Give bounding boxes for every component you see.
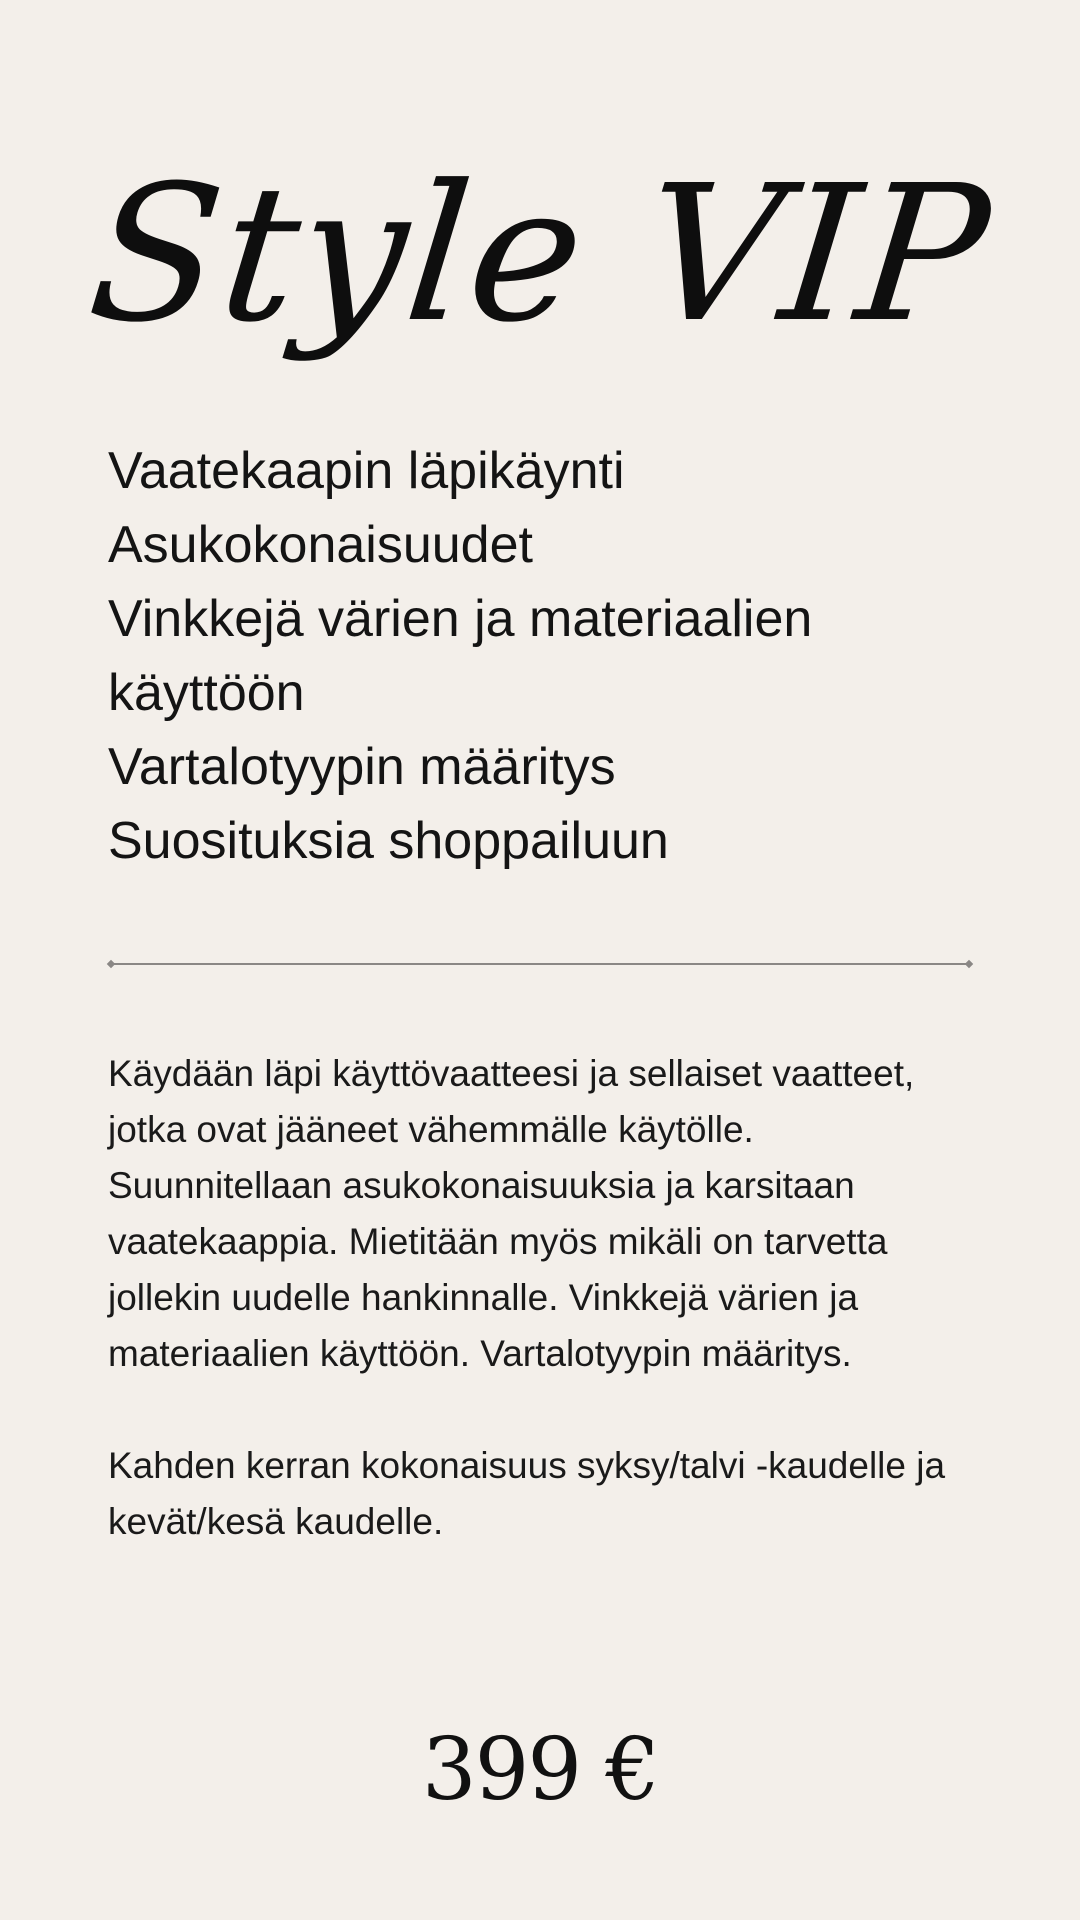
feature-item: Asukokonaisuudet (108, 516, 533, 574)
price: 399 € (421, 1720, 659, 1820)
feature-item: Suosituksia shoppailuun (108, 812, 669, 870)
feature-item: Vartalotyypin määritys (108, 738, 616, 796)
feature-list (108, 434, 1008, 878)
description (108, 1046, 988, 1550)
page-title: Style VIP (80, 145, 1000, 364)
feature-item: Vaatekaapin läpikäynti (108, 442, 625, 500)
description-paragraph: Käydään läpi käyttövaatteesi ja sellaiset vaatteet, jotka ovat jääneet vähemmälle käytölle. Suunnitellaan asukokonaisuuksia ja karsitaan vaatekaappia. Mietitään myös mikäli on tarvetta jollekin uudelle hankinnalle. Vinkkejä värien ja materiaalien käyttöön. Vartalotyypin määritys. (108, 1053, 915, 1374)
divider (112, 963, 968, 965)
description-paragraph: Kahden kerran kokonaisuus syksy/talvi -kaudelle ja kevät/kesä kaudelle. (108, 1445, 946, 1542)
feature-item: Vinkkejä värien ja materiaalien käyttöön (108, 590, 813, 722)
